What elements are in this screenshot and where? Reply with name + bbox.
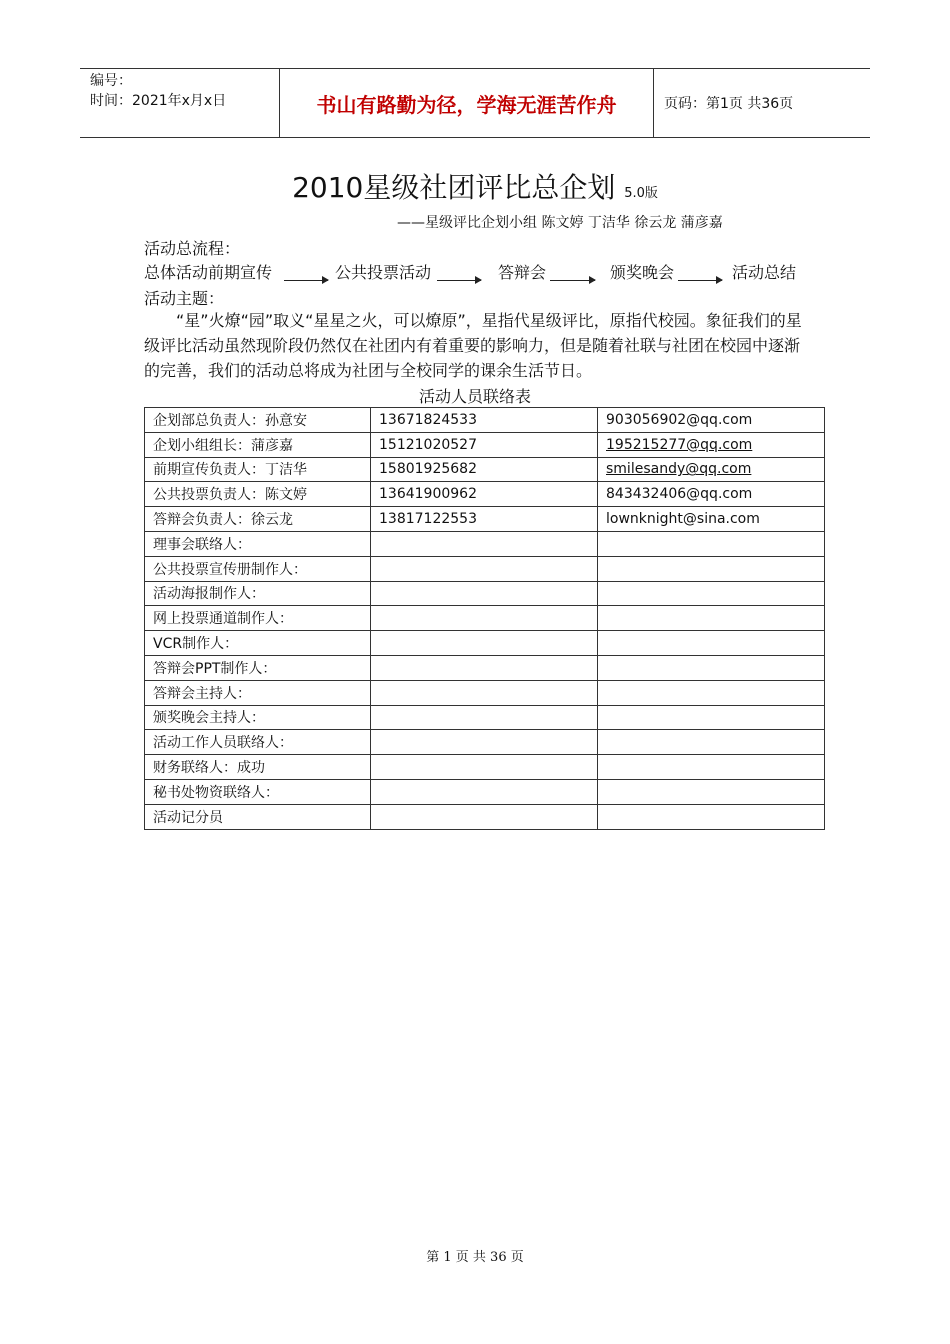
document-header <box>80 68 870 138</box>
table-row <box>145 655 825 680</box>
phone-cell <box>371 804 598 829</box>
phone-cell <box>371 705 598 730</box>
phone-cell <box>371 581 598 606</box>
theme-paragraph: “星”火燎“园”取义“星星之火，可以燎原”，星指代星级评比，原指代校园。象征我们的星级评比活动虽然现阶段仍然仅在社团内有着重要的影响力，但是随着社联与社团在校园中逐渐的完善，我们的活动总将成为社团与全校同学的课余生活节日。 <box>144 311 802 380</box>
email-cell <box>598 755 825 780</box>
role-cell: 活动记分员 <box>145 804 371 829</box>
role-cell: 秘书处物资联络人： <box>145 779 371 804</box>
table-row <box>145 779 825 804</box>
role-cell: 前期宣传负责人：丁洁华 <box>145 457 371 482</box>
phone-cell <box>371 606 598 631</box>
phone-cell <box>371 779 598 804</box>
role-cell: 企划小组组长：蒲彦嘉 <box>145 432 371 457</box>
phone-cell <box>371 730 598 755</box>
table-row <box>145 531 825 556</box>
title-text: 2010星级社团评比总企划 <box>292 171 616 204</box>
arrow-icon <box>550 280 595 281</box>
arrow-icon <box>678 280 722 281</box>
phone-cell <box>371 556 598 581</box>
table-row <box>145 631 825 656</box>
motto: 书山有路勤为径，学海无涯苦作舟 <box>280 69 654 137</box>
phone-cell <box>371 680 598 705</box>
email-cell <box>598 631 825 656</box>
role-cell: 理事会联络人： <box>145 531 371 556</box>
date-label: 时间：2021年x月x日 <box>90 93 227 109</box>
role-cell: 答辩会PPT制作人： <box>145 655 371 680</box>
email-cell[interactable]: smilesandy@qq.com <box>598 457 825 482</box>
role-cell: 答辩会主持人： <box>145 680 371 705</box>
role-cell: 企划部总负责人：孙意安 <box>145 408 371 433</box>
email-cell <box>598 581 825 606</box>
table-row <box>145 556 825 581</box>
role-cell: VCR制作人： <box>145 631 371 656</box>
flow-step-2: 公共投票活动 <box>335 263 432 282</box>
email-cell <box>598 531 825 556</box>
flow-step-1: 总体活动前期宣传 <box>144 263 273 282</box>
email-cell <box>598 680 825 705</box>
email-cell[interactable]: 903056902@qq.com <box>598 408 825 433</box>
phone-cell: 13817122553 <box>371 507 598 532</box>
table-row <box>145 457 825 482</box>
table-row <box>145 705 825 730</box>
flow-label: 活动总流程： <box>144 239 241 258</box>
table-row <box>145 581 825 606</box>
table-row <box>145 507 825 532</box>
theme-label: 活动主题： <box>144 289 225 308</box>
table-row <box>145 680 825 705</box>
email-cell[interactable]: 195215277@qq.com <box>598 432 825 457</box>
email-cell <box>598 606 825 631</box>
arrow-icon <box>284 280 328 281</box>
phone-cell <box>371 755 598 780</box>
role-cell: 网上投票通道制作人： <box>145 606 371 631</box>
version-label: 5.0版 <box>624 186 658 201</box>
role-cell: 活动工作人员联络人： <box>145 730 371 755</box>
phone-cell: 15121020527 <box>371 432 598 457</box>
role-cell: 公共投票宣传册制作人： <box>145 556 371 581</box>
table-row <box>145 408 825 433</box>
email-cell <box>598 705 825 730</box>
page-indicator: 页码：第1页 共36页 <box>664 96 794 112</box>
header-meta <box>80 69 280 137</box>
table-row <box>145 482 825 507</box>
authors-line: ——星级评比企划小组 陈文婷 丁洁华 徐云龙 蒲彦嘉 <box>397 215 723 231</box>
phone-cell <box>371 531 598 556</box>
email-cell <box>598 730 825 755</box>
phone-cell: 13641900962 <box>371 482 598 507</box>
table-caption: 活动人员联络表 <box>418 387 531 406</box>
role-cell: 颁奖晚会主持人： <box>145 705 371 730</box>
flow-step-5: 活动总结 <box>732 263 797 282</box>
role-cell: 答辩会负责人：徐云龙 <box>145 507 371 532</box>
flow-step-4: 颁奖晚会 <box>610 263 675 282</box>
phone-cell: 13671824533 <box>371 408 598 433</box>
flow-diagram <box>144 260 824 290</box>
table-row <box>145 804 825 829</box>
arrow-icon <box>437 280 481 281</box>
role-cell: 公共投票负责人：陈文婷 <box>145 482 371 507</box>
table-row <box>145 432 825 457</box>
serial-label: 编号： <box>90 73 132 89</box>
email-cell <box>598 556 825 581</box>
table-row <box>145 755 825 780</box>
role-cell: 活动海报制作人： <box>145 581 371 606</box>
table-row <box>145 606 825 631</box>
phone-cell: 15801925682 <box>371 457 598 482</box>
email-cell[interactable]: 843432406@qq.com <box>598 482 825 507</box>
table-row <box>145 730 825 755</box>
flow-step-3: 答辩会 <box>498 263 547 282</box>
contacts-table <box>144 407 825 830</box>
phone-cell <box>371 631 598 656</box>
page-title <box>0 166 950 206</box>
email-cell <box>598 655 825 680</box>
email-cell[interactable]: lownknight@sina.com <box>598 507 825 532</box>
phone-cell <box>371 655 598 680</box>
page-footer: 第 1 页 共 36 页 <box>426 1250 524 1265</box>
email-cell <box>598 804 825 829</box>
email-cell <box>598 779 825 804</box>
role-cell: 财务联络人：成功 <box>145 755 371 780</box>
